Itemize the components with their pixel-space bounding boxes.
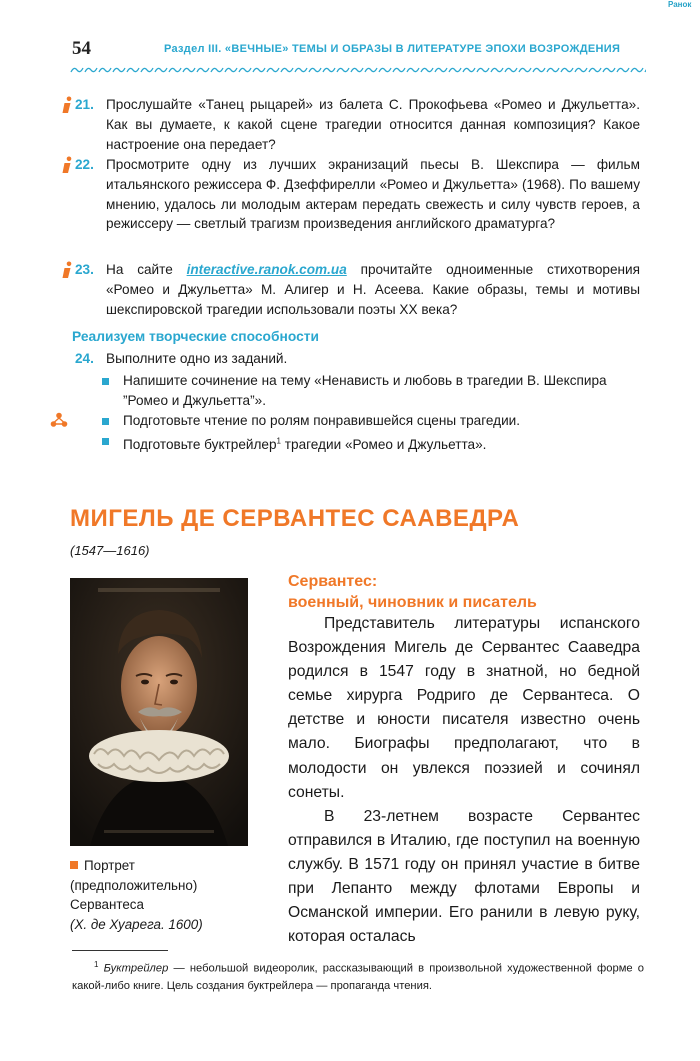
bullet-item (123, 411, 643, 431)
publisher-mark: Ранок (668, 0, 692, 9)
footnote-ref: 1 (276, 436, 281, 445)
task-text: Просмотрите одну из лучших экранизаций пьесы В. Шекспира — фильм итальянского режиссера Ф. Дзеффирелли «Ромео и Джульетта» (1968). По вашему мнению, удалось ли молодым актерам передать свежесть и силу чувств героев, а режиссеру — светлый трагизм произведения английского драматурга? (106, 157, 640, 232)
task-number: 21. (75, 97, 94, 112)
info-icon (60, 261, 74, 279)
bullet-square-icon (102, 378, 109, 385)
task-21 (60, 95, 640, 154)
bullet-text: Напишите сочинение на тему «Ненависть и любовь в трагедии В. Шекспира ”Ромео и Джульетта”». (123, 373, 607, 408)
task-text-start: На сайте (106, 262, 187, 277)
header-ornament (70, 66, 646, 74)
footnote-term: Буктрейлер (103, 962, 169, 975)
bullet-text (123, 437, 486, 452)
page-number: 54 (72, 38, 91, 59)
paragraph: В 23-летнем возрасте Сервантес отправился в Италию, где поступил на военную службу. В 1571 году он принял участие в битве при Лепанто между флотами Европы и Османской империи. Его ранили в левую руку, которая осталась (288, 807, 640, 946)
creative-heading: Реализуем творческие способности (72, 329, 319, 344)
footnote-mark: 1 (94, 960, 99, 969)
task-text-end: прочитайте одноименные стихотворения «Ромео и Джульетта» М. Алигер и Н. Асеева. Какие образы, темы и мотивы шекспировской трагедии использовали поэты XX века? (106, 262, 640, 317)
section-heading-line2: военный, чиновник и писатель (288, 594, 537, 611)
caption-text: Портрет (предположительно) Сервантеса (70, 858, 198, 912)
footnote (72, 956, 644, 996)
task-text: Выполните одно из заданий. (106, 351, 288, 366)
section-heading-line1: Сервантес: (288, 573, 378, 590)
task-text (106, 260, 640, 319)
task-text: Прослушайте «Танец рыцарей» из балета С. Прокофьева «Ромео и Джульетта». Как вы думаете, к какой сцене трагедии относится данная композиция? Какое настроение она передает? (106, 97, 640, 152)
task-number: 23. (75, 262, 94, 277)
portrait-caption (70, 856, 255, 934)
roles-icon (50, 412, 68, 428)
life-dates: (1547—1616) (70, 543, 150, 558)
info-icon (60, 156, 74, 174)
info-icon (60, 96, 74, 114)
bullet-square-icon (102, 418, 109, 425)
bullet-text-end: трагедии «Ромео и Джульетта». (281, 436, 487, 452)
cervantes-portrait (70, 578, 248, 846)
biography-text (288, 612, 640, 949)
footnote-text: — небольшой видеоролик, рассказывающий в произвольной художественной форме о какой-либо книге. Цель создания буктрейлера — пропаганда чтения. (72, 962, 645, 993)
task-22 (60, 155, 640, 234)
author-title: МИГЕЛЬ ДЕ СЕРВАНТЕС СААВЕДРА (70, 505, 520, 532)
task-number: 24. (75, 351, 94, 366)
bullet-square-icon (70, 861, 78, 869)
bullet-text: Подготовьте чтение по ролям понравившейся сцены трагедии. (123, 413, 521, 428)
bullet-item (123, 431, 643, 454)
task-23 (60, 260, 640, 319)
site-link[interactable]: interactive.ranok.com.ua (186, 262, 347, 277)
task-number: 22. (75, 157, 94, 172)
paragraph: Представитель литературы испанского Возрождения Мигель де Сервантес Сааведра родился в 1547 году в знатной, но бедной семье хирурга Родриго де Сервантеса. О детстве и юности писателя известно очень мало. Биографы предполагают, что в молодости он увлекся поэзией и сочинял сонеты. (288, 615, 640, 801)
running-head: Раздел III. «ВЕЧНЫЕ» ТЕМЫ И ОБРАЗЫ В ЛИТЕРАТУРЕ ЭПОХИ ВОЗРОЖДЕНИЯ (164, 43, 621, 55)
bullet-square-icon (102, 438, 109, 445)
caption-credit: (Х. де Хуарега. 1600) (70, 916, 203, 932)
bullet-text-start: Подготовьте буктрейлер (123, 436, 277, 452)
footnote-divider (72, 950, 168, 951)
task-24 (60, 349, 640, 369)
bullet-item (123, 371, 643, 411)
section-heading (288, 571, 537, 613)
